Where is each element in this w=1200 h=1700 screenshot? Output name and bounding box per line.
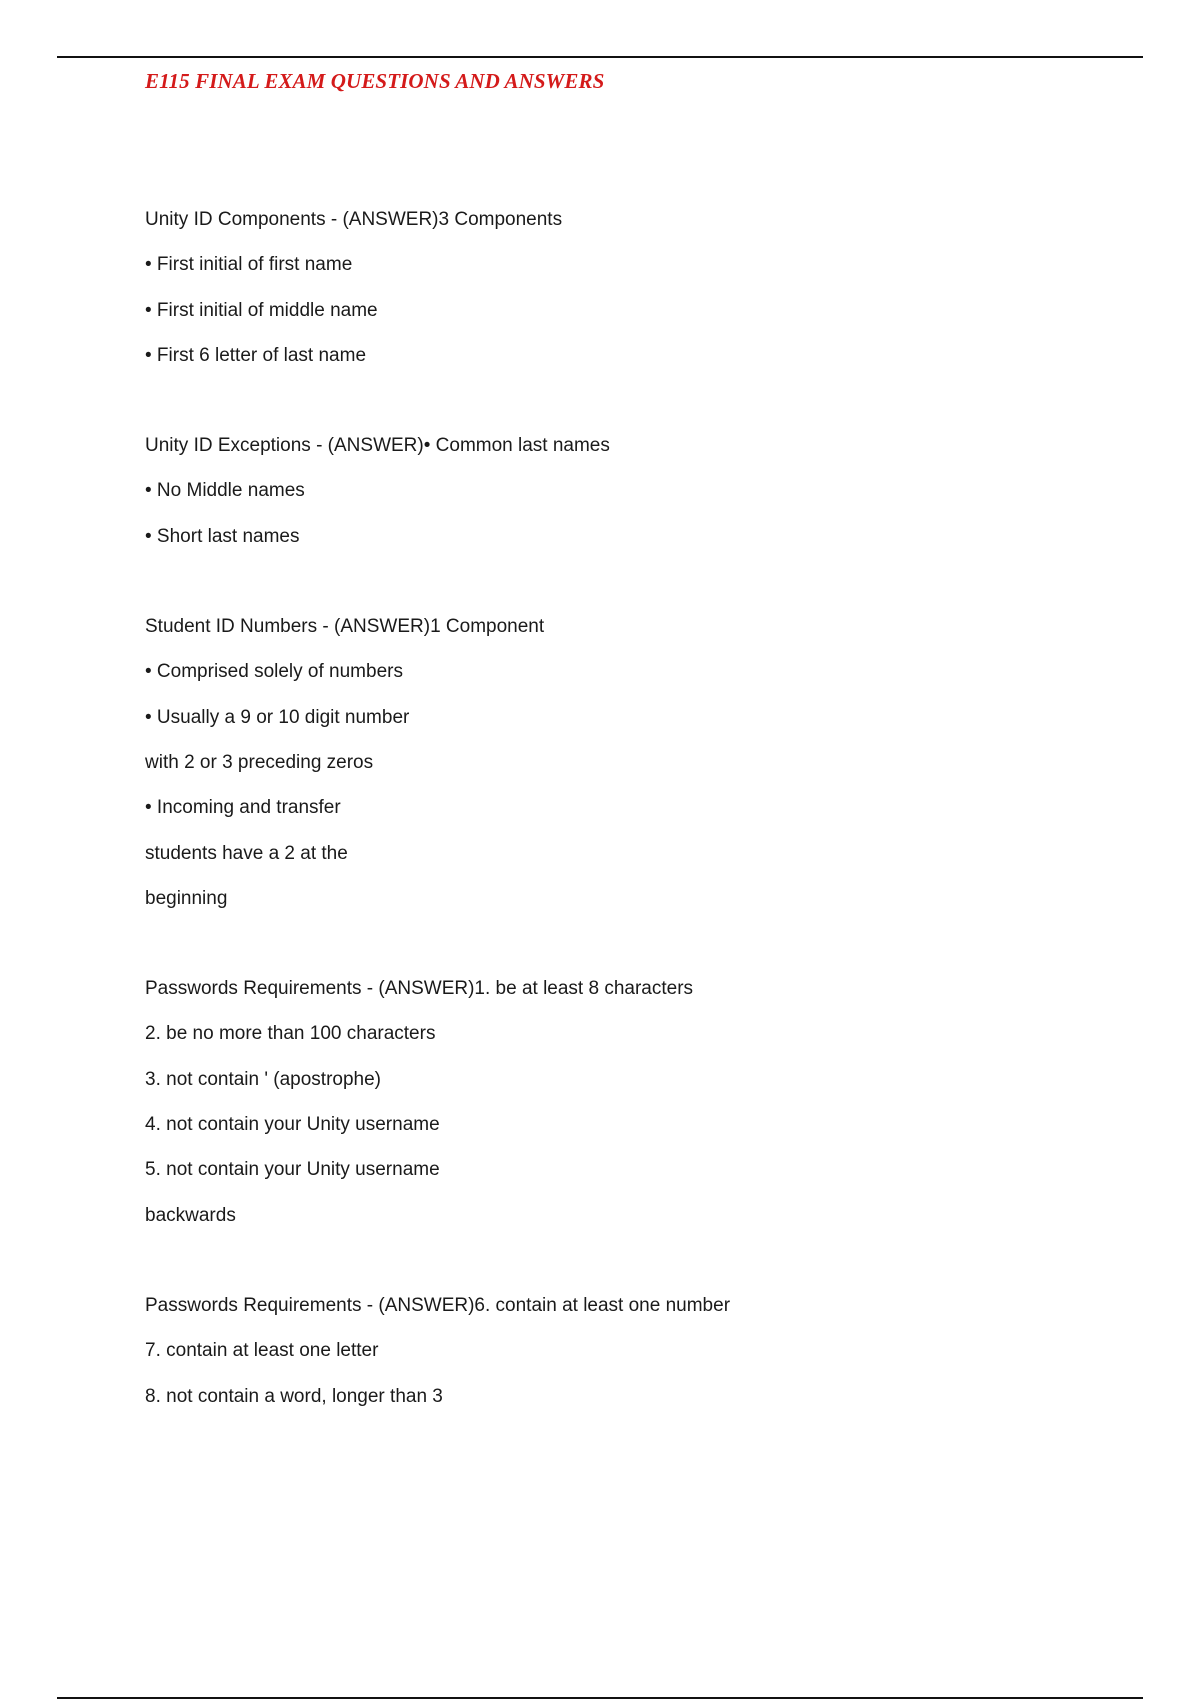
qa-line: • First initial of middle name xyxy=(145,299,378,321)
qa-line: • Incoming and transfer xyxy=(145,797,341,819)
qa-block-password-requirements-2 xyxy=(145,1290,1145,1426)
top-divider xyxy=(57,56,1143,58)
qa-line: Passwords Requirements - (ANSWER)6. contain at least one number xyxy=(145,1294,731,1316)
qa-line: • First initial of first name xyxy=(145,254,353,276)
qa-line: • Short last names xyxy=(145,525,300,547)
qa-line: Unity ID Exceptions - (ANSWER)• Common last names xyxy=(145,435,610,457)
qa-line: beginning xyxy=(145,887,228,909)
document-body xyxy=(145,204,1145,1471)
qa-line: 3. not contain ' (apostrophe) xyxy=(145,1068,381,1090)
qa-block-unity-id-exceptions xyxy=(145,430,1145,566)
qa-block-password-requirements-1 xyxy=(145,973,1145,1245)
qa-line: students have a 2 at the xyxy=(145,842,348,864)
qa-line: 4. not contain your Unity username xyxy=(145,1114,440,1136)
qa-block-unity-id-components xyxy=(145,204,1145,385)
qa-line: • Usually a 9 or 10 digit number xyxy=(145,706,410,728)
qa-line: 7. contain at least one letter xyxy=(145,1340,379,1362)
qa-line: 2. be no more than 100 characters xyxy=(145,1023,436,1045)
qa-line: 5. not contain your Unity username xyxy=(145,1159,440,1181)
qa-line: Student ID Numbers - (ANSWER)1 Component xyxy=(145,616,545,638)
qa-line: with 2 or 3 preceding zeros xyxy=(145,751,374,773)
qa-line: • Comprised solely of numbers xyxy=(145,661,403,683)
qa-line: Passwords Requirements - (ANSWER)1. be at least 8 characters xyxy=(145,978,694,1000)
document-title: E115 FINAL EXAM QUESTIONS AND ANSWERS xyxy=(145,69,605,93)
qa-line: • First 6 letter of last name xyxy=(145,344,367,366)
qa-line: Unity ID Components - (ANSWER)3 Components xyxy=(145,209,563,230)
qa-block-student-id-numbers xyxy=(145,611,1145,928)
qa-line: 8. not contain a word, longer than 3 xyxy=(145,1385,443,1407)
qa-line: backwards xyxy=(145,1204,236,1226)
qa-line: • No Middle names xyxy=(145,480,305,502)
bottom-divider xyxy=(57,1697,1143,1699)
